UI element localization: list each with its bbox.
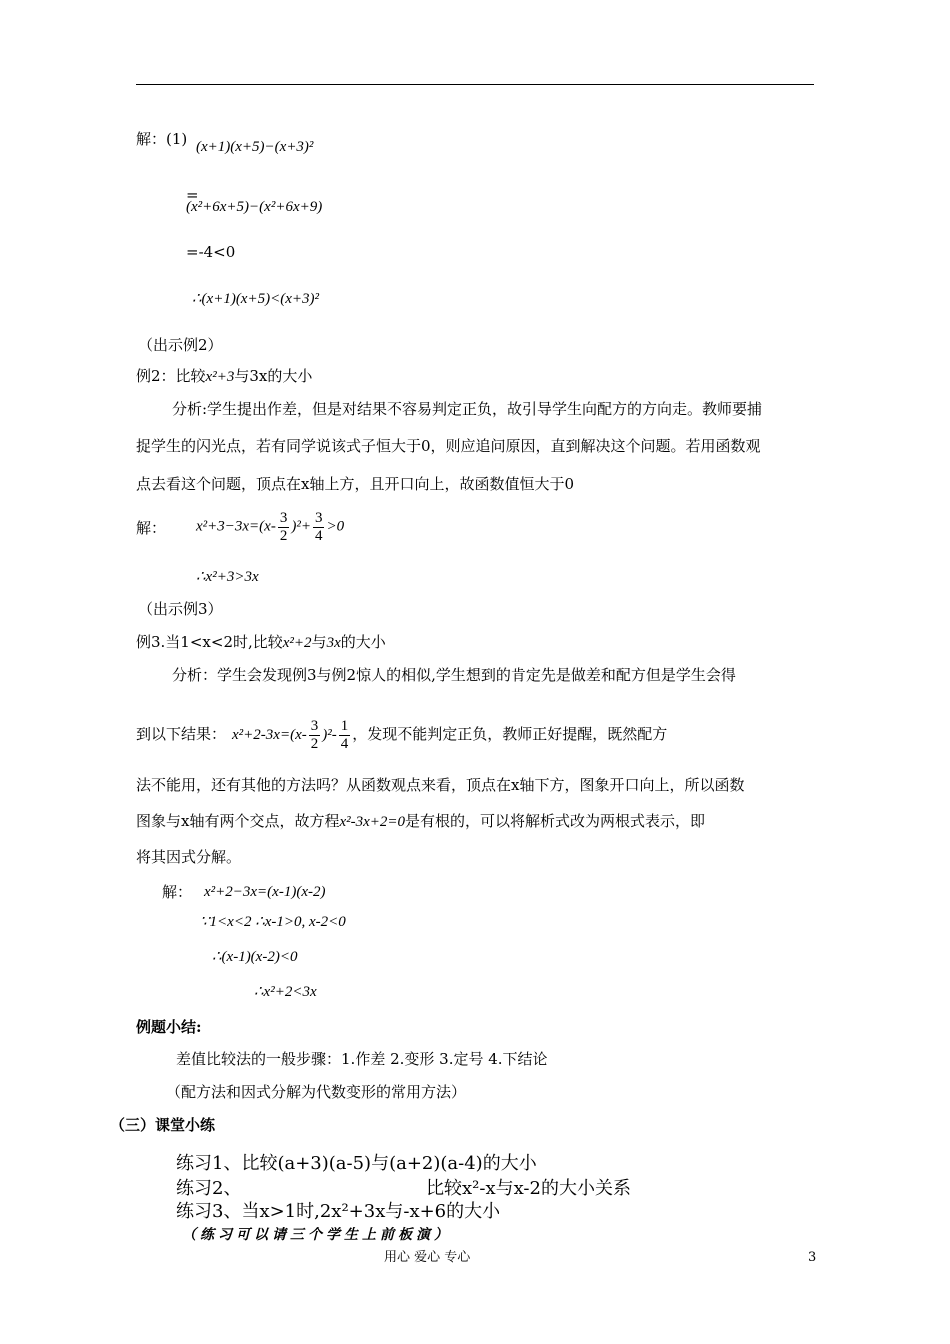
summary-heading: 例题小结:	[136, 1018, 202, 1036]
example2-conclusion: ∴x²+3>3x	[196, 569, 259, 585]
example2-title	[136, 369, 312, 385]
denominator: 2	[310, 735, 319, 752]
text-part: ，发现不能判定正负，教师正好提醒，既然配方	[352, 725, 668, 743]
fraction	[278, 510, 290, 544]
solution1-label: 解：(1)	[136, 130, 188, 148]
example3-title-pre: 例3.当1<x<2时,比较	[136, 633, 283, 651]
example3-analysis-1: 分析：学生会发现例3与例2惊人的相似,学生想到的肯定先是做差和配方但是学生会得	[172, 666, 736, 684]
example3-title-post: 的大小	[340, 633, 386, 651]
example2-analysis-2: 捉学生的闪光点，若有同学说该式子恒大于0，则应追问原因，直到解决这个问题。若用函数观	[136, 437, 761, 455]
example3-solution-label: 解：	[162, 883, 193, 901]
example3-analysis-3: 法不能用，还有其他的方法吗？从函数观点来看，顶点在x轴下方，图象开口向上，所以函数	[136, 776, 745, 794]
denominator: 4	[340, 735, 349, 752]
example2-title-expr: x²+3	[205, 369, 235, 385]
solution1-line2: (x²+6x+5)−(x²+6x+9)	[186, 199, 323, 215]
example2-analysis-1: 分析:学生提出作差，但是对结果不容易判定正负，故引导学生向配方的方向走。教师要捕	[172, 400, 763, 418]
example2-title-post: 与3x的大小	[234, 367, 313, 385]
expr-part: )²-	[322, 727, 337, 743]
practice-exercise-3: 练习3、当x>1时,2x²+3x与-x+6的大小	[176, 1201, 501, 1222]
example2-solution-label: 解：	[136, 519, 167, 537]
example3-title-mid: 与	[311, 633, 327, 651]
example2-solution-expr	[196, 510, 344, 544]
solution1-line2-prefix: =	[186, 186, 199, 204]
example3-solution-2: ∵1<x<2 ∴x-1>0, x-2<0	[200, 914, 346, 930]
numerator: 3	[314, 510, 323, 526]
page-number: 3	[808, 1250, 817, 1265]
fraction	[309, 718, 321, 752]
solution1-conclusion: ∴(x+1)(x+5)<(x+3)²	[192, 291, 319, 307]
example3-title-expr2: 3x	[326, 635, 341, 651]
expr-part: x²+3−3x=(x-	[196, 518, 276, 535]
practice-note: （练习可以请三个学生上前板演）	[182, 1227, 452, 1243]
fraction	[313, 510, 325, 544]
numerator: 3	[310, 718, 319, 734]
summary-note: （配方法和因式分解为代数变形的常用方法）	[166, 1083, 467, 1101]
text-part: 是有根的，可以将解析式改为两根式表示，即	[405, 812, 706, 830]
example3-title	[136, 635, 386, 651]
practice-exercise-1: 练习1、比较(a+3)(a-5)与(a+2)(a-4)的大小	[176, 1153, 537, 1174]
example3-analysis-5: 将其因式分解。	[136, 848, 242, 866]
example3-show: （出示例3）	[138, 600, 223, 618]
example3-solution-3: ∴(x-1)(x-2)<0	[212, 949, 298, 965]
example3-solution-4: ∴x²+2<3x	[254, 984, 317, 1000]
example3-title-expr: x²+2	[282, 635, 312, 651]
practice-exercise-2-body: 比较x²-x与x-2的大小关系	[426, 1178, 631, 1199]
example3-analysis-4	[136, 814, 705, 830]
expr-part: >0	[326, 518, 345, 535]
example2-title-pre: 例2：比较	[136, 367, 206, 385]
footer-text: 用心 爱心 专心	[384, 1250, 471, 1265]
example3-solution-1: x²+2−3x=(x-1)(x-2)	[204, 884, 326, 900]
fraction	[339, 718, 351, 752]
example3-analysis-2	[136, 718, 667, 752]
text-part: 到以下结果：	[136, 725, 227, 743]
denominator: 2	[279, 527, 288, 544]
example2-analysis-3: 点去看这个问题，顶点在x轴上方，且开口向上，故函数值恒大于0	[136, 475, 575, 493]
expr-part: )²+	[291, 518, 311, 535]
example2-show: （出示例2）	[138, 336, 223, 354]
header-rule	[136, 84, 814, 85]
practice-exercise-2-label: 练习2、	[176, 1178, 242, 1199]
expr-part: x²+2-3x=(x-	[232, 727, 307, 743]
expr-part: x²-3x+2=0	[339, 814, 406, 830]
practice-heading: （三）课堂小练	[110, 1116, 216, 1134]
numerator: 1	[340, 718, 349, 734]
summary-steps: 差值比较法的一般步骤：1.作差 2.变形 3.定号 4.下结论	[176, 1050, 548, 1068]
denominator: 4	[314, 527, 323, 544]
text-part: 图象与x轴有两个交点，故方程	[136, 812, 340, 830]
solution1-line3: =-4<0	[186, 243, 236, 261]
numerator: 3	[279, 510, 288, 526]
solution1-line1: (x+1)(x+5)−(x+3)²	[196, 139, 314, 155]
